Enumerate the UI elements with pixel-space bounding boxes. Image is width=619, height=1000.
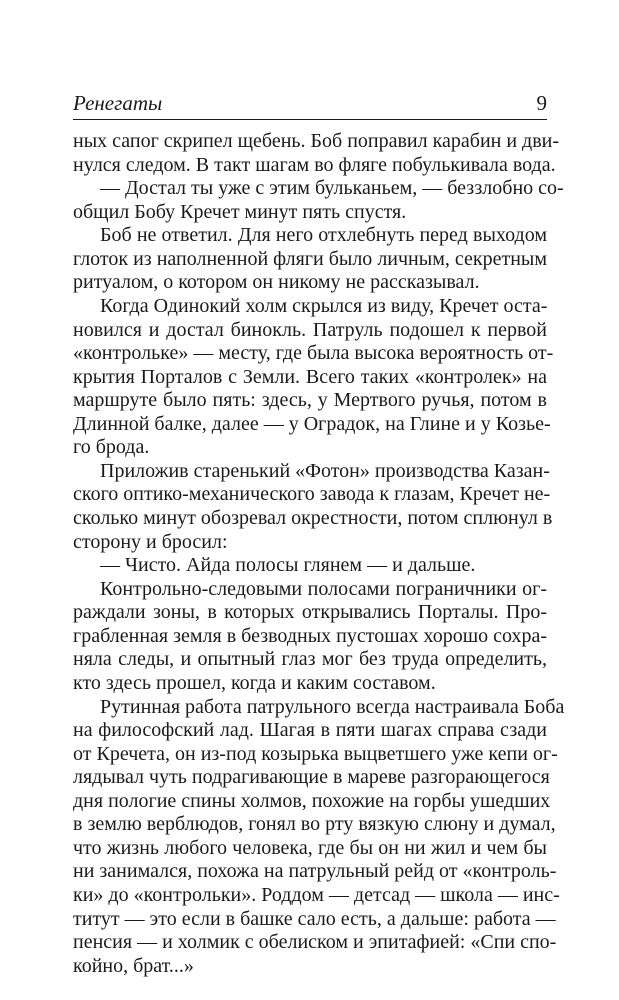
- text-line: в землю верблюдов, гонял во рту вязкую слюну и думал,: [73, 813, 556, 836]
- text-line: Длинной балке, далее — у Оградок, на Глине и у Козье-: [73, 412, 551, 435]
- text-line: — Достал ты уже с этим бульканьем, — беззлобно со-: [100, 177, 564, 200]
- text-line: сколько минут обозревал окрестности, потом сплюнул в: [73, 507, 553, 529]
- header-rule: [73, 119, 547, 120]
- body-text: [73, 130, 565, 978]
- text-line: Боб не ответил. Для него отхлебнуть перед выходом: [100, 224, 547, 247]
- text-line: нулся следом. В такт шагам во фляге побулькивала вода.: [73, 153, 556, 176]
- running-title: Ренегаты: [73, 91, 163, 115]
- text-line: го брода.: [73, 436, 150, 459]
- text-line: ки» до «контрольки». Роддом — детсад — школа — инс-: [73, 884, 560, 906]
- text-line: Приложив старенький «Фотон» производства Казан-: [100, 459, 550, 482]
- text-line: ных сапог скрипел щебень. Боб поправил карабин и дви-: [73, 130, 560, 152]
- text-line: Контрольно-следовыми полосами пограничники ог-: [100, 577, 547, 600]
- text-line: койно, брат...»: [73, 954, 194, 977]
- text-line: — Чисто. Айда полосы глянем — и дальше.: [100, 554, 476, 577]
- text-line: пенсия — и холмик с обелиском и эпитафией: «Спи спо-: [73, 931, 557, 954]
- text-line: ритуалом, о котором он никому не рассказывал.: [73, 271, 480, 294]
- text-line: на философский лад. Шагая в пяти шагах справа сзади: [73, 719, 547, 742]
- text-line: крытия Порталов с Земли. Всего таких «контролек» на: [73, 365, 547, 388]
- text-line: грабленная земля в безводных пустошах хорошо сохра-: [73, 624, 548, 647]
- text-line: от Кречета, он из-под козырька выцветшего уже кепи ог-: [73, 742, 558, 765]
- text-line: лядывал чуть подрагивающие в мареве разгорающегося: [73, 766, 550, 789]
- text-line: кто здесь прошел, когда и каким составом.: [73, 671, 436, 694]
- text-line: титут — это если в башке сало есть, а дальше: работа —: [73, 907, 556, 930]
- page-header: [73, 90, 547, 118]
- text-line: дня пологие спины холмов, похожие на горбы ушедших: [73, 789, 551, 812]
- text-line: что жизнь любого человека, где бы он ни жил и чем бы: [73, 836, 547, 859]
- text-line: глоток из наполненной фляги было личным, секретным: [73, 247, 547, 270]
- text-line: ского оптико-механического завода к глазам, Кречет не-: [73, 483, 551, 506]
- text-line: сторону и бросил:: [73, 530, 228, 553]
- text-line: маршруте было пять: здесь, у Мертвого ручья, потом в: [73, 389, 547, 412]
- page-number: 9: [536, 91, 547, 115]
- text-line: ни занимался, похожа на патрульный рейд от «контроль-: [73, 860, 557, 883]
- text-line: новился и достал бинокль. Патруль подошел к первой: [73, 318, 547, 341]
- text-line: няла следы, и опытный глаз мог без труда определить,: [73, 648, 547, 671]
- text-line: Когда Одинокий холм скрылся из виду, Кречет оста-: [100, 294, 548, 317]
- text-line: общил Бобу Кречет минут пять спустя.: [73, 200, 407, 223]
- text-line: «контрольке» — месту, где была высока вероятность от-: [73, 342, 554, 365]
- text-line: Рутинная работа патрульного всегда настраивала Боба: [100, 695, 565, 718]
- text-line: раждали зоны, в которых открывались Порталы. Про-: [73, 601, 547, 624]
